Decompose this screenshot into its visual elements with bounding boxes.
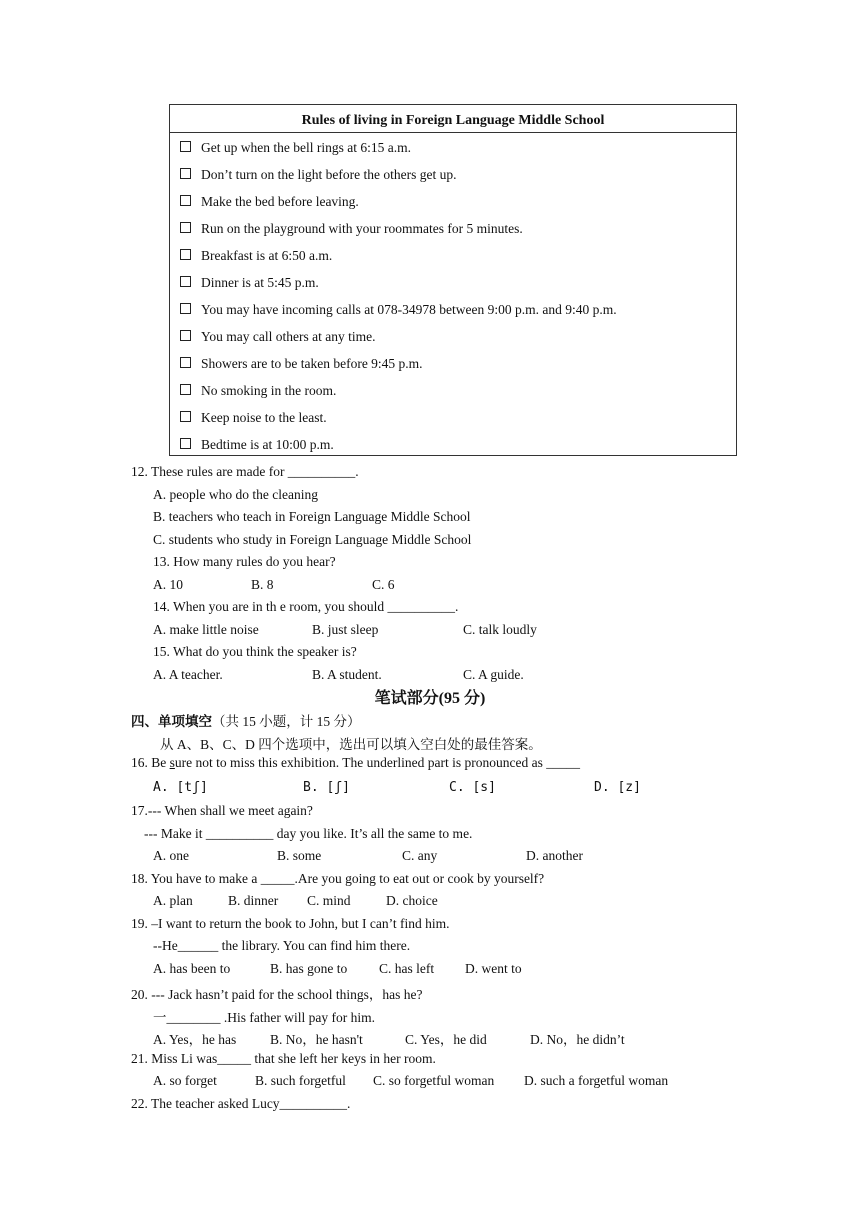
checkbox-icon	[180, 249, 191, 260]
option-a: A. one	[153, 848, 189, 863]
option-b: B. has gone to	[270, 961, 348, 976]
option-b: B. some	[277, 848, 322, 863]
rule-item: No smoking in the room.	[180, 383, 336, 399]
question-12: 12. These rules are made for __________.	[131, 464, 359, 479]
checkbox-icon	[180, 438, 191, 449]
option-a: A. [tʃ]	[153, 780, 208, 795]
option-b: B. 8	[251, 577, 274, 592]
question-13: 13. How many rules do you hear?	[153, 554, 336, 569]
option-a: A. Yes，he has	[153, 1032, 237, 1047]
question-20-line2: 一________ .His father will pay for him.	[153, 1010, 375, 1025]
checkbox-icon	[180, 303, 191, 314]
question-22: 22. The teacher asked Lucy__________.	[131, 1096, 351, 1111]
checkbox-icon	[180, 411, 191, 422]
option-c: C. mind	[307, 893, 351, 908]
checkbox-icon	[180, 168, 191, 179]
option-a: A. people who do the cleaning	[153, 487, 318, 502]
rule-item: Keep noise to the least.	[180, 410, 327, 426]
question-19: 19. –I want to return the book to John, but I can’t find him.	[131, 916, 450, 931]
checkbox-icon	[180, 384, 191, 395]
option-d: D. another	[526, 848, 583, 863]
rule-item: You may call others at any time.	[180, 329, 375, 345]
rule-item: Bedtime is at 10:00 p.m.	[180, 437, 334, 453]
section-instruction: 从 A、B、C、D 四个选项中，选出可以填入空白处的最佳答案。	[160, 737, 542, 752]
option-b: B. dinner	[228, 893, 279, 908]
option-d: D. such a forgetful woman	[524, 1073, 669, 1088]
checkbox-icon	[180, 222, 191, 233]
option-c: C. so forgetful woman	[373, 1073, 495, 1088]
rule-item: Make the bed before leaving.	[180, 194, 359, 210]
option-d: D. [z]	[594, 780, 641, 795]
option-c: C. Yes，he did	[405, 1032, 487, 1047]
section-heading: 四、单项填空（共 15 小题，计 15 分）	[131, 714, 361, 729]
option-a: A. A teacher.	[153, 667, 223, 682]
question-15: 15. What do you think the speaker is?	[153, 644, 357, 659]
rule-item: Dinner is at 5:45 p.m.	[180, 275, 319, 291]
option-b: B. just sleep	[312, 622, 379, 637]
checkbox-icon	[180, 195, 191, 206]
option-a: A. so forget	[153, 1073, 217, 1088]
option-d: D. No，he didn’t	[530, 1032, 625, 1047]
rules-box	[169, 104, 737, 456]
rule-item: Don’t turn on the light before the others get up.	[180, 167, 456, 183]
question-14: 14. When you are in th e room, you should __________.	[153, 599, 459, 614]
option-b: B. such forgetful	[255, 1073, 346, 1088]
option-c: C. A guide.	[463, 667, 524, 682]
option-b: B. teachers who teach in Foreign Language Middle School	[153, 509, 471, 524]
option-a: A. has been to	[153, 961, 231, 976]
checkbox-icon	[180, 357, 191, 368]
divider	[170, 132, 736, 133]
option-d: D. choice	[386, 893, 438, 908]
rule-item: Run on the playground with your roommates for 5 minutes.	[180, 221, 523, 237]
option-c: C. students who study in Foreign Language Middle School	[153, 532, 472, 547]
option-c: C. any	[402, 848, 438, 863]
question-20: 20. --- Jack hasn’t paid for the school things，has he?	[131, 987, 423, 1002]
rules-title: Rules of living in Foreign Language Middle School	[301, 113, 605, 128]
checkbox-icon	[180, 276, 191, 287]
checkbox-icon	[180, 141, 191, 152]
option-c: C. 6	[372, 577, 395, 592]
rule-item: Showers are to be taken before 9:45 p.m.	[180, 356, 423, 372]
option-b: B. [ʃ]	[303, 780, 350, 795]
option-c: C. [s]	[449, 780, 496, 795]
rule-item: Get up when the bell rings at 6:15 a.m.	[180, 140, 411, 156]
question-21: 21. Miss Li was_____ that she left her keys in her room.	[131, 1051, 436, 1066]
question-19-line2: --He______ the library. You can find him there.	[153, 938, 411, 953]
question-18: 18. You have to make a _____.Are you going to eat out or cook by yourself?	[131, 871, 545, 886]
question-17-line2: --- Make it __________ day you like. It’s all the same to me.	[144, 826, 473, 841]
option-a: A. make little noise	[153, 622, 259, 637]
option-b: B. A student.	[312, 667, 382, 682]
rule-item: Breakfast is at 6:50 a.m.	[180, 248, 332, 264]
checkbox-icon	[180, 330, 191, 341]
question-16: 16. Be sure not to miss this exhibition. The underlined part is pronounced as _____	[131, 755, 580, 770]
option-a: A. 10	[153, 577, 183, 592]
option-c: C. has left	[379, 961, 435, 976]
rule-item: You may have incoming calls at 078-34978 between 9:00 p.m. and 9:40 p.m.	[180, 302, 617, 318]
option-c: C. talk loudly	[463, 622, 537, 637]
option-a: A. plan	[153, 893, 193, 908]
question-17: 17.--- When shall we meet again?	[131, 803, 313, 818]
option-d: D. went to	[465, 961, 522, 976]
option-b: B. No，he hasn't	[270, 1032, 363, 1047]
section-title: 笔试部分(95 分)	[374, 690, 486, 707]
